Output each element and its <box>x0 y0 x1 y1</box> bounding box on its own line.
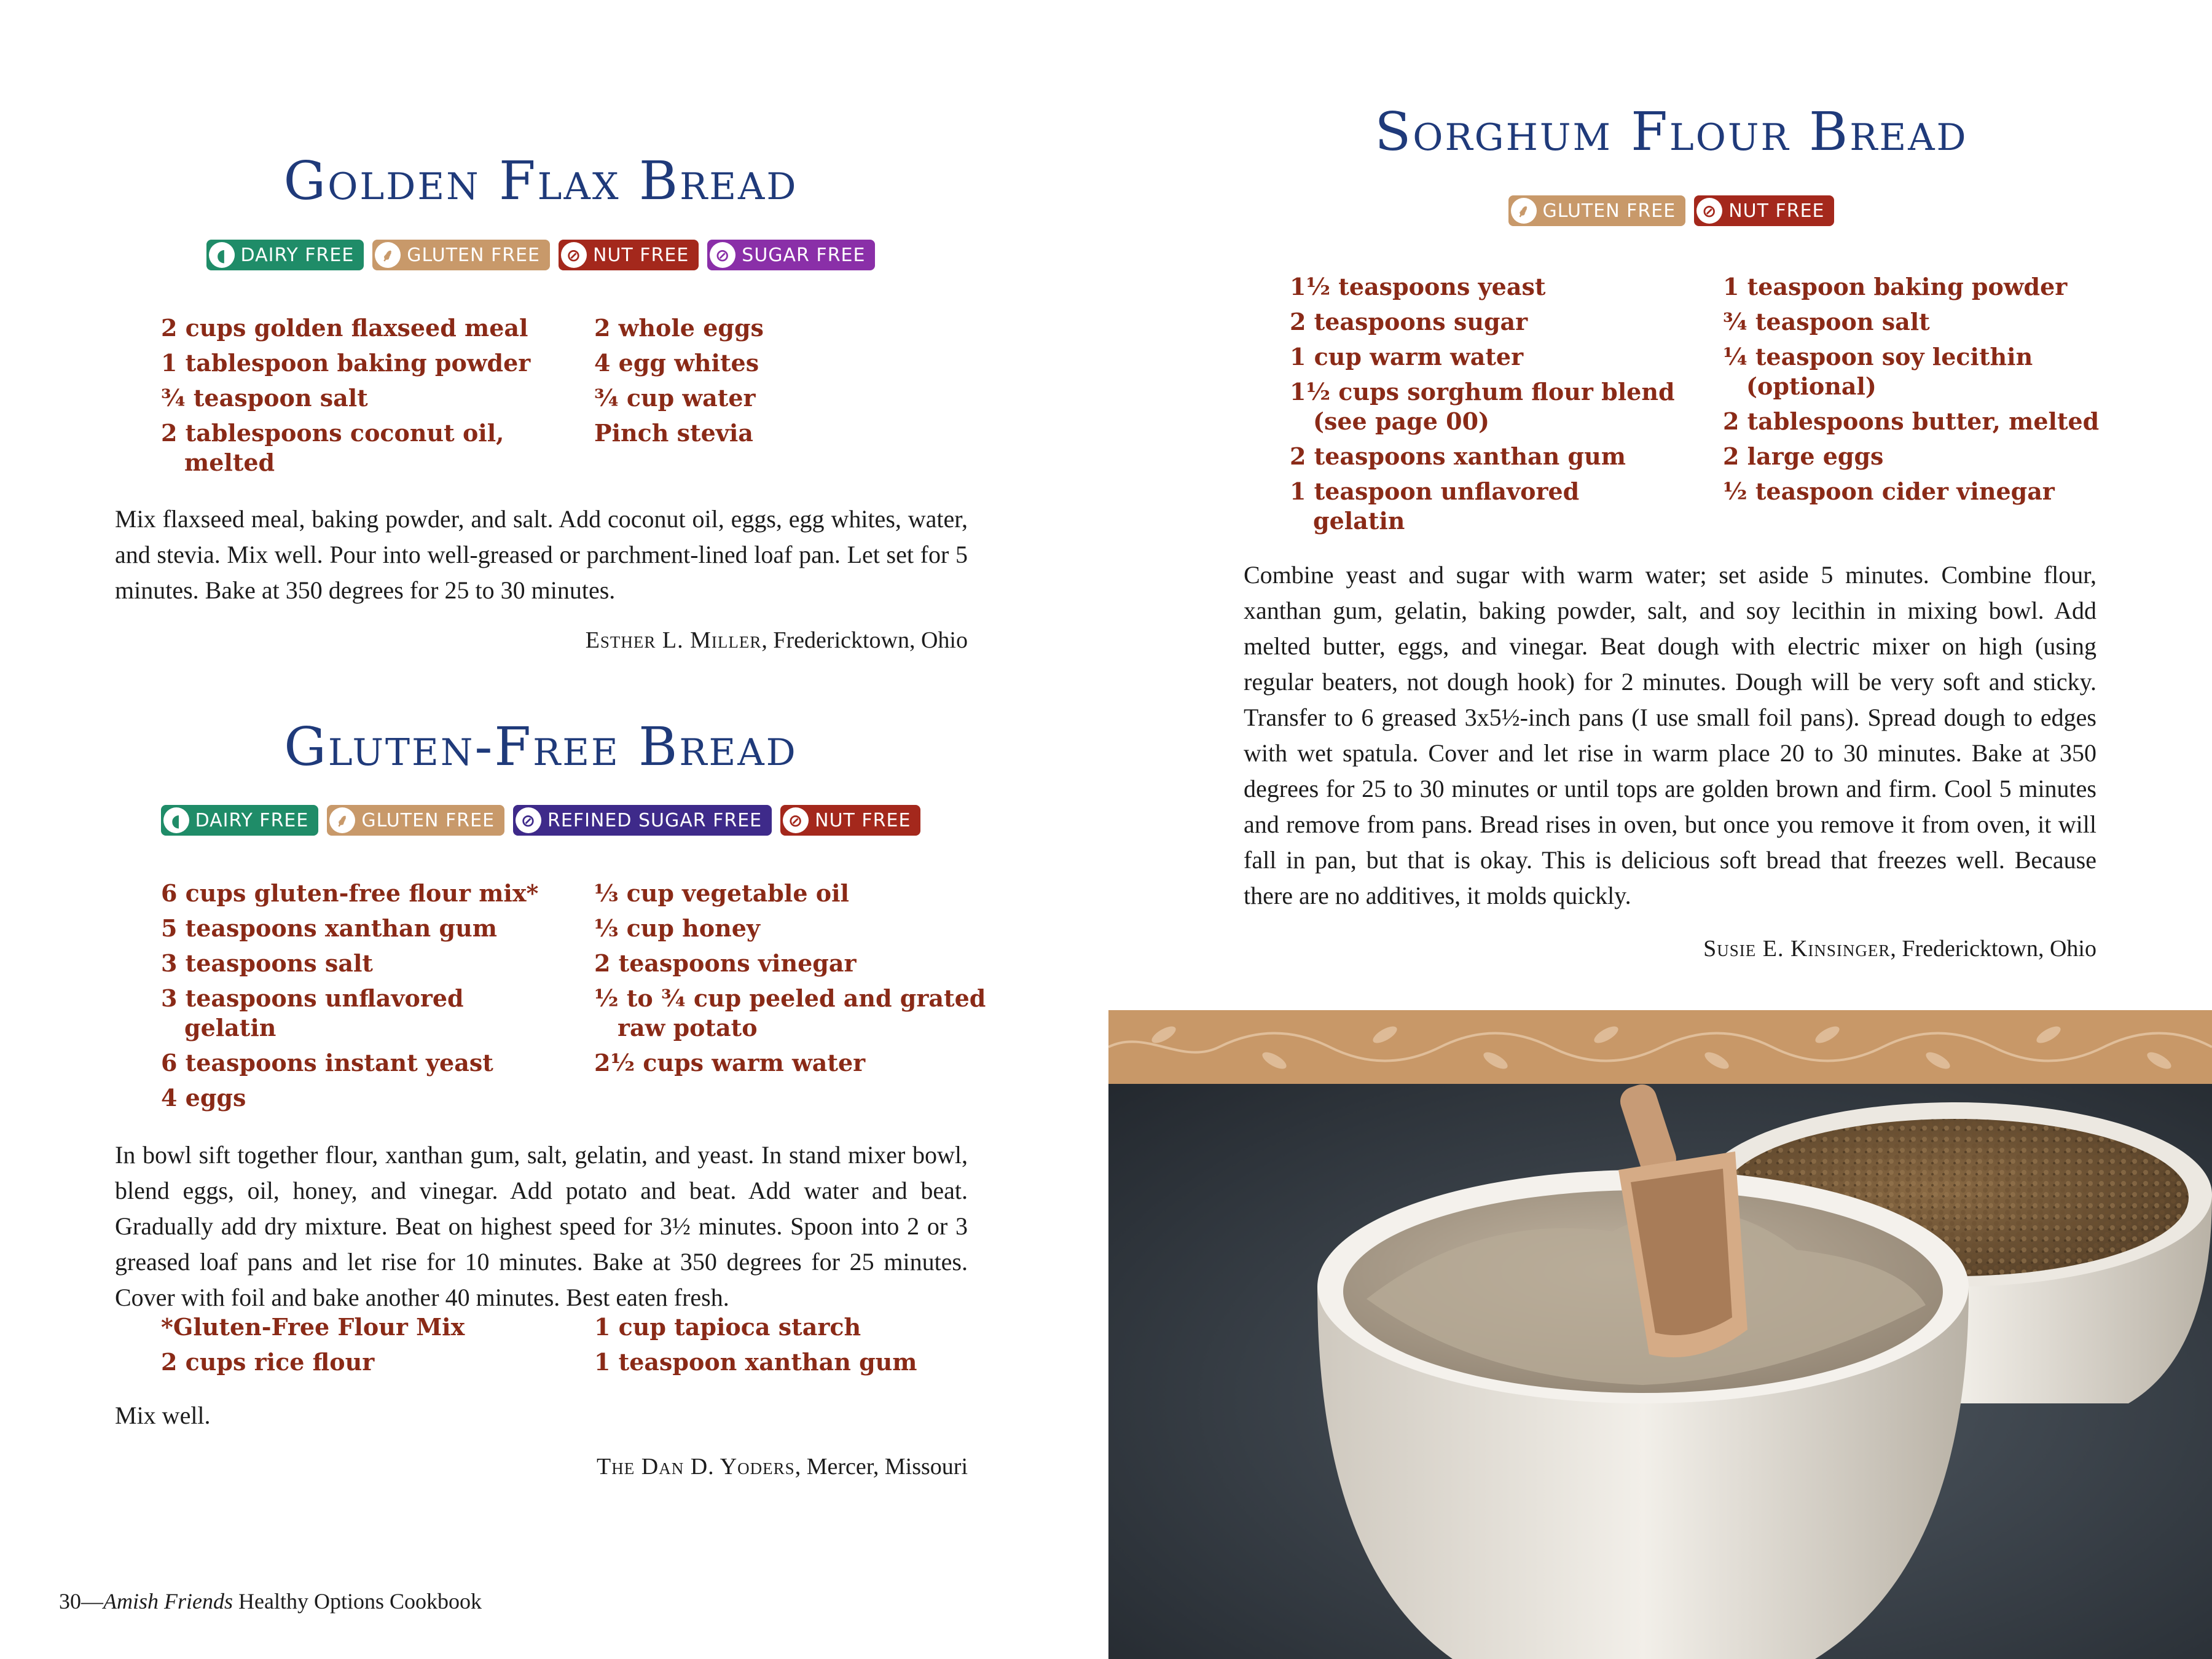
page-number: 30 <box>59 1589 81 1614</box>
recipe-title-golden-flax: Golden Flax Bread <box>283 151 798 212</box>
ingredient-item: 1 teaspoon unflavored gelatin <box>1290 477 1580 535</box>
ingredient-item: 3 teaspoons unflavored gelatin <box>161 984 464 1041</box>
badge-nut-free <box>559 240 699 270</box>
credit-sorghum <box>1703 935 2096 962</box>
wheat-icon: ⸙ <box>375 242 401 268</box>
ingredients-sorghum <box>1290 272 2116 541</box>
ingredient-item: 2 teaspoons vinegar <box>594 949 857 977</box>
milk-bottle-icon: ◖ <box>209 242 235 268</box>
ingredient-item: 5 teaspoons xanthan gum <box>161 914 497 942</box>
footer-brand: Amish Friends <box>103 1589 233 1614</box>
credit-name: The Dan D. Yoders <box>597 1454 795 1480</box>
flour-mix-ingredients <box>161 1312 938 1382</box>
photo-sorghum-bowls <box>1108 1010 2212 1659</box>
ingredient-item: 6 teaspoons instant yeast <box>161 1049 493 1077</box>
ingredient-item: 1 cup tapioca starch <box>594 1313 861 1341</box>
ingredient-item: 1 tablespoon baking powder <box>161 349 531 377</box>
instructions-sorghum: Combine yeast and sugar with warm water; set aside 5 minutes. Combine flour, xanthan gum, gelatin, baking powder, salt, and soy lecithin in mixing bowl. Add melted butter, eggs, and vinegar. Beat dough with electric mixer on high (using regular beaters, not dough hook) for 2 minutes. Dough will be very soft and sticky. Transfer to 6 greased 3x5½-inch pans (I use small foil pans). Spread dough to edges with wet spatula. Cover and let rise in warm place 20 to 30 minutes. Bake at 350 degrees for 25 to 30 minutes or until tops are golden brown and firm. Cool 5 minutes and remove from pans. Bread rises in oven, but once you remove it from oven, it will fall in pan, but that is okay. This is delicious soft bread that freezes well. Because there are no additives, it molds quickly. <box>1244 561 2096 909</box>
wheat-icon: ⸙ <box>329 807 355 833</box>
credit-place: , Mercer, Missouri <box>794 1454 968 1480</box>
ingredient-item: ½ to ¾ cup peeled and grated raw potato <box>594 984 986 1041</box>
ingredient-item: ¾ teaspoon salt <box>1723 308 1930 335</box>
badge-nut-free <box>1694 195 1834 226</box>
milk-bottle-icon: ◖ <box>163 807 189 833</box>
recipe-title-gluten-free: Gluten-Free Bread <box>284 716 798 778</box>
recipe-title-sorghum: Sorghum Flour Bread <box>1375 101 1968 163</box>
ingredient-item: 4 eggs <box>161 1084 246 1112</box>
ingredient-item: ¾ teaspoon salt <box>161 384 368 412</box>
page-footer <box>59 1588 482 1614</box>
badge-dairy-free <box>161 805 319 836</box>
ingredient-item: 2 teaspoons xanthan gum <box>1290 442 1626 470</box>
nut-icon: ⊘ <box>1696 198 1722 224</box>
badge-gluten-free <box>1508 195 1686 226</box>
sugar-cube-icon: ⊘ <box>516 807 541 833</box>
ingredient-item: 2½ cups warm water <box>594 1049 866 1077</box>
footer-dash: — <box>81 1589 103 1614</box>
ingredient-item: 2 cups rice flour <box>161 1348 375 1376</box>
credit-place: , Fredericktown, Ohio <box>1890 936 2096 962</box>
badge-label: NUT FREE <box>1728 200 1825 222</box>
badge-label: NUT FREE <box>593 244 689 266</box>
photo-illustration <box>1108 1010 2212 1659</box>
badge-label: GLUTEN FREE <box>1542 200 1676 222</box>
ingredients-column-2 <box>594 313 938 483</box>
ingredient-item: 2 tablespoons butter, melted <box>1723 407 2100 435</box>
ingredient-item: 2 large eggs <box>1723 442 1884 470</box>
ingredient-item: ¼ teaspoon soy lecithin (optional) <box>1723 343 2033 400</box>
nut-icon: ⊘ <box>561 242 587 268</box>
badge-label: GLUTEN FREE <box>407 244 540 266</box>
ingredients-column-1 <box>1290 272 1723 541</box>
ingredient-item: 2 cups golden flaxseed meal <box>161 314 528 342</box>
badge-sugar-free <box>707 240 875 270</box>
credit-gluten-free <box>597 1453 968 1480</box>
ingredients-column-1 <box>161 879 594 1118</box>
ingredient-item: 2 whole eggs <box>594 314 764 342</box>
ingredient-item: ½ teaspoon cider vinegar <box>1723 477 2055 505</box>
badge-dairy-free <box>206 240 364 270</box>
badge-label: NUT FREE <box>815 809 911 831</box>
ingredients-column-1 <box>161 313 594 483</box>
badge-label: GLUTEN FREE <box>361 809 495 831</box>
ingredient-item: 6 cups gluten-free flour mix* <box>161 879 539 907</box>
ingredient-item: Pinch stevia <box>594 419 753 447</box>
ingredient-item: ⅓ cup vegetable oil <box>594 879 849 907</box>
ingredients-column-2 <box>1723 272 2116 541</box>
badge-row-sorghum <box>1106 195 2212 226</box>
badge-label: DAIRY FREE <box>195 809 309 831</box>
badge-nut-free <box>780 805 920 836</box>
ingredient-item: 1½ teaspoons yeast <box>1290 273 1546 300</box>
sugar-icon: ⊘ <box>710 242 735 268</box>
ingredient-item: ⅓ cup honey <box>594 914 760 942</box>
ingredient-item: ¾ cup water <box>594 384 756 412</box>
ingredient-item: 1 teaspoon xanthan gum <box>594 1348 917 1376</box>
credit-golden-flax <box>586 627 968 654</box>
ingredient-item: 1 teaspoon baking powder <box>1723 273 2068 300</box>
wheat-icon: ⸙ <box>1511 198 1537 224</box>
ingredients-gluten-free <box>161 879 987 1118</box>
credit-name: Susie E. Kinsinger <box>1703 936 1891 962</box>
badge-label: REFINED SUGAR FREE <box>547 809 763 831</box>
flour-mix-column-2 <box>594 1312 938 1382</box>
badge-label: DAIRY FREE <box>240 244 355 266</box>
badge-refined-sugar-free <box>513 805 772 836</box>
ingredient-item: 2 tablespoons coconut oil, melted <box>161 419 504 476</box>
flour-mix-instructions: Mix well. <box>115 1402 211 1429</box>
flour-mix-heading: *Gluten-Free Flour Mix <box>161 1313 465 1341</box>
ingredient-item: 4 egg whites <box>594 349 759 377</box>
ingredients-golden-flax <box>161 313 938 483</box>
ingredients-column-2 <box>594 879 987 1118</box>
badge-gluten-free <box>327 805 504 836</box>
instructions-gluten-free: In bowl sift together flour, xanthan gum, salt, gelatin, and yeast. In stand mixer bowl, blend eggs, oil, honey, and vinegar. Add potato and beat. Add water and beat. Gradually add dry mixture. Beat on highest speed for 3½ minutes. Spoon into 2 or 3 greased loaf pans and let rise for 10 minutes. Bake at 350 degrees for 25 minutes. Cover with foil and bake another 40 minutes. Best eaten fresh. <box>115 1141 968 1311</box>
ingredient-item: 3 teaspoons salt <box>161 949 373 977</box>
flour-mix-column-1 <box>161 1312 594 1382</box>
instructions-golden-flax: Mix flaxseed meal, baking powder, and salt. Add coconut oil, eggs, egg whites, water, and stevia. Mix well. Pour into well-greased or parchment-lined loaf pan. Let set for 5 minutes. Bake at 350 degrees for 25 to 30 minutes. <box>115 505 968 604</box>
footer-title: Healthy Options Cookbook <box>233 1589 482 1614</box>
nut-icon: ⊘ <box>783 807 809 833</box>
badge-gluten-free <box>372 240 550 270</box>
credit-place: , Fredericktown, Ohio <box>761 627 968 653</box>
ingredient-item: 2 teaspoons sugar <box>1290 308 1528 335</box>
ingredient-item: 1 cup warm water <box>1290 343 1524 371</box>
badge-label: SUGAR FREE <box>742 244 866 266</box>
badge-row-golden-flax <box>0 240 1081 270</box>
ingredient-item: 1½ cups sorghum flour blend (see page 00) <box>1290 378 1675 435</box>
credit-name: Esther L. Miller <box>585 627 762 653</box>
badge-row-gluten-free <box>0 805 1081 836</box>
